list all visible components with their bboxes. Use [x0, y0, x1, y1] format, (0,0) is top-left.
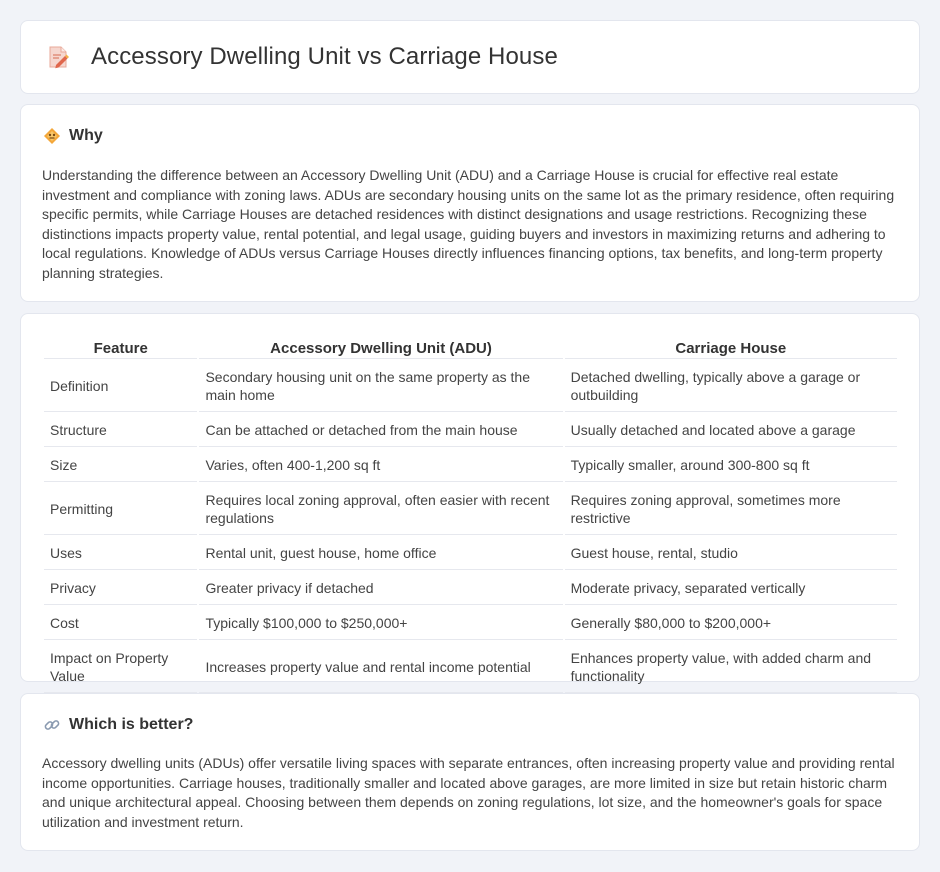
title-card	[20, 20, 920, 94]
feature-cell: Size	[44, 449, 197, 482]
better-text: Accessory dwelling units (ADUs) offer versatile living spaces with separate entrances, often increasing property value and providing rental income opportunities. Carriage houses, traditionally smaller and located above garages, are more limited in size but retain historic charm and unique architectural appeal. Choosing between them depends on zoning regulations, lot size, and the homeowner's goals for space utilization and investment return.	[42, 755, 895, 830]
table-row	[44, 484, 897, 535]
carriage-house-cell: Generally $80,000 to $200,000+	[565, 607, 897, 640]
carriage-house-cell: Enhances property value, with added charm and functionality	[565, 642, 897, 693]
carriage-house-cell: Usually detached and located above a garage	[565, 414, 897, 447]
comparison-table	[42, 335, 899, 695]
header-adu: Accessory Dwelling Unit (ADU)	[199, 337, 562, 359]
document-pencil-icon	[45, 44, 71, 70]
link-icon	[43, 716, 61, 734]
table-row	[44, 572, 897, 605]
feature-cell: Uses	[44, 537, 197, 570]
adu-cell: Requires local zoning approval, often easier with recent regulations	[199, 484, 562, 535]
table-row	[44, 361, 897, 412]
carriage-house-cell: Detached dwelling, typically above a garage or outbuilding	[565, 361, 897, 412]
table-row	[44, 537, 897, 570]
feature-cell: Impact on Property Value	[44, 642, 197, 693]
adu-cell: Secondary housing unit on the same property as the main home	[199, 361, 562, 412]
why-header	[43, 127, 103, 145]
feature-cell: Structure	[44, 414, 197, 447]
table-header-row	[44, 337, 897, 359]
adu-cell: Greater privacy if detached	[199, 572, 562, 605]
warning-diamond-icon	[43, 127, 61, 145]
adu-cell: Typically $100,000 to $250,000+	[199, 607, 562, 640]
feature-cell: Permitting	[44, 484, 197, 535]
why-heading: Why	[69, 127, 103, 144]
table-row	[44, 449, 897, 482]
carriage-house-cell: Requires zoning approval, sometimes more restrictive	[565, 484, 897, 535]
which-is-better-section	[20, 693, 920, 851]
page-title: Accessory Dwelling Unit vs Carriage House	[91, 43, 558, 70]
carriage-house-cell: Moderate privacy, separated vertically	[565, 572, 897, 605]
adu-cell: Increases property value and rental income potential	[199, 642, 562, 693]
table-row	[44, 642, 897, 693]
adu-cell: Varies, often 400-1,200 sq ft	[199, 449, 562, 482]
comparison-card	[20, 313, 920, 682]
header-carriage-house: Carriage House	[565, 337, 897, 359]
adu-cell: Can be attached or detached from the main house	[199, 414, 562, 447]
feature-cell: Privacy	[44, 572, 197, 605]
why-section	[20, 104, 920, 302]
title-row	[45, 43, 558, 71]
carriage-house-cell: Typically smaller, around 300-800 sq ft	[565, 449, 897, 482]
table-row	[44, 414, 897, 447]
table-row	[44, 607, 897, 640]
adu-cell: Rental unit, guest house, home office	[199, 537, 562, 570]
better-header	[43, 716, 193, 734]
header-feature: Feature	[44, 337, 197, 359]
feature-cell: Cost	[44, 607, 197, 640]
carriage-house-cell: Guest house, rental, studio	[565, 537, 897, 570]
feature-cell: Definition	[44, 361, 197, 412]
better-heading: Which is better?	[69, 716, 194, 733]
why-text: Understanding the difference between an Accessory Dwelling Unit (ADU) and a Carriage House is crucial for effective real estate investment and compliance with zoning laws. ADUs are secondary housing units on the same lot as the primary residence, often requiring specific permits, while Carriage Houses are detached residences with distinct designations and usage restrictions. Recognizing these distinctions impacts property value, rental potential, and legal usage, guiding buyers and investors in maximizing returns and adhering to local regulations. Knowledge of ADUs versus Carriage Houses directly influences financing options, tax benefits, and long-term property planning strategies.	[42, 167, 895, 281]
